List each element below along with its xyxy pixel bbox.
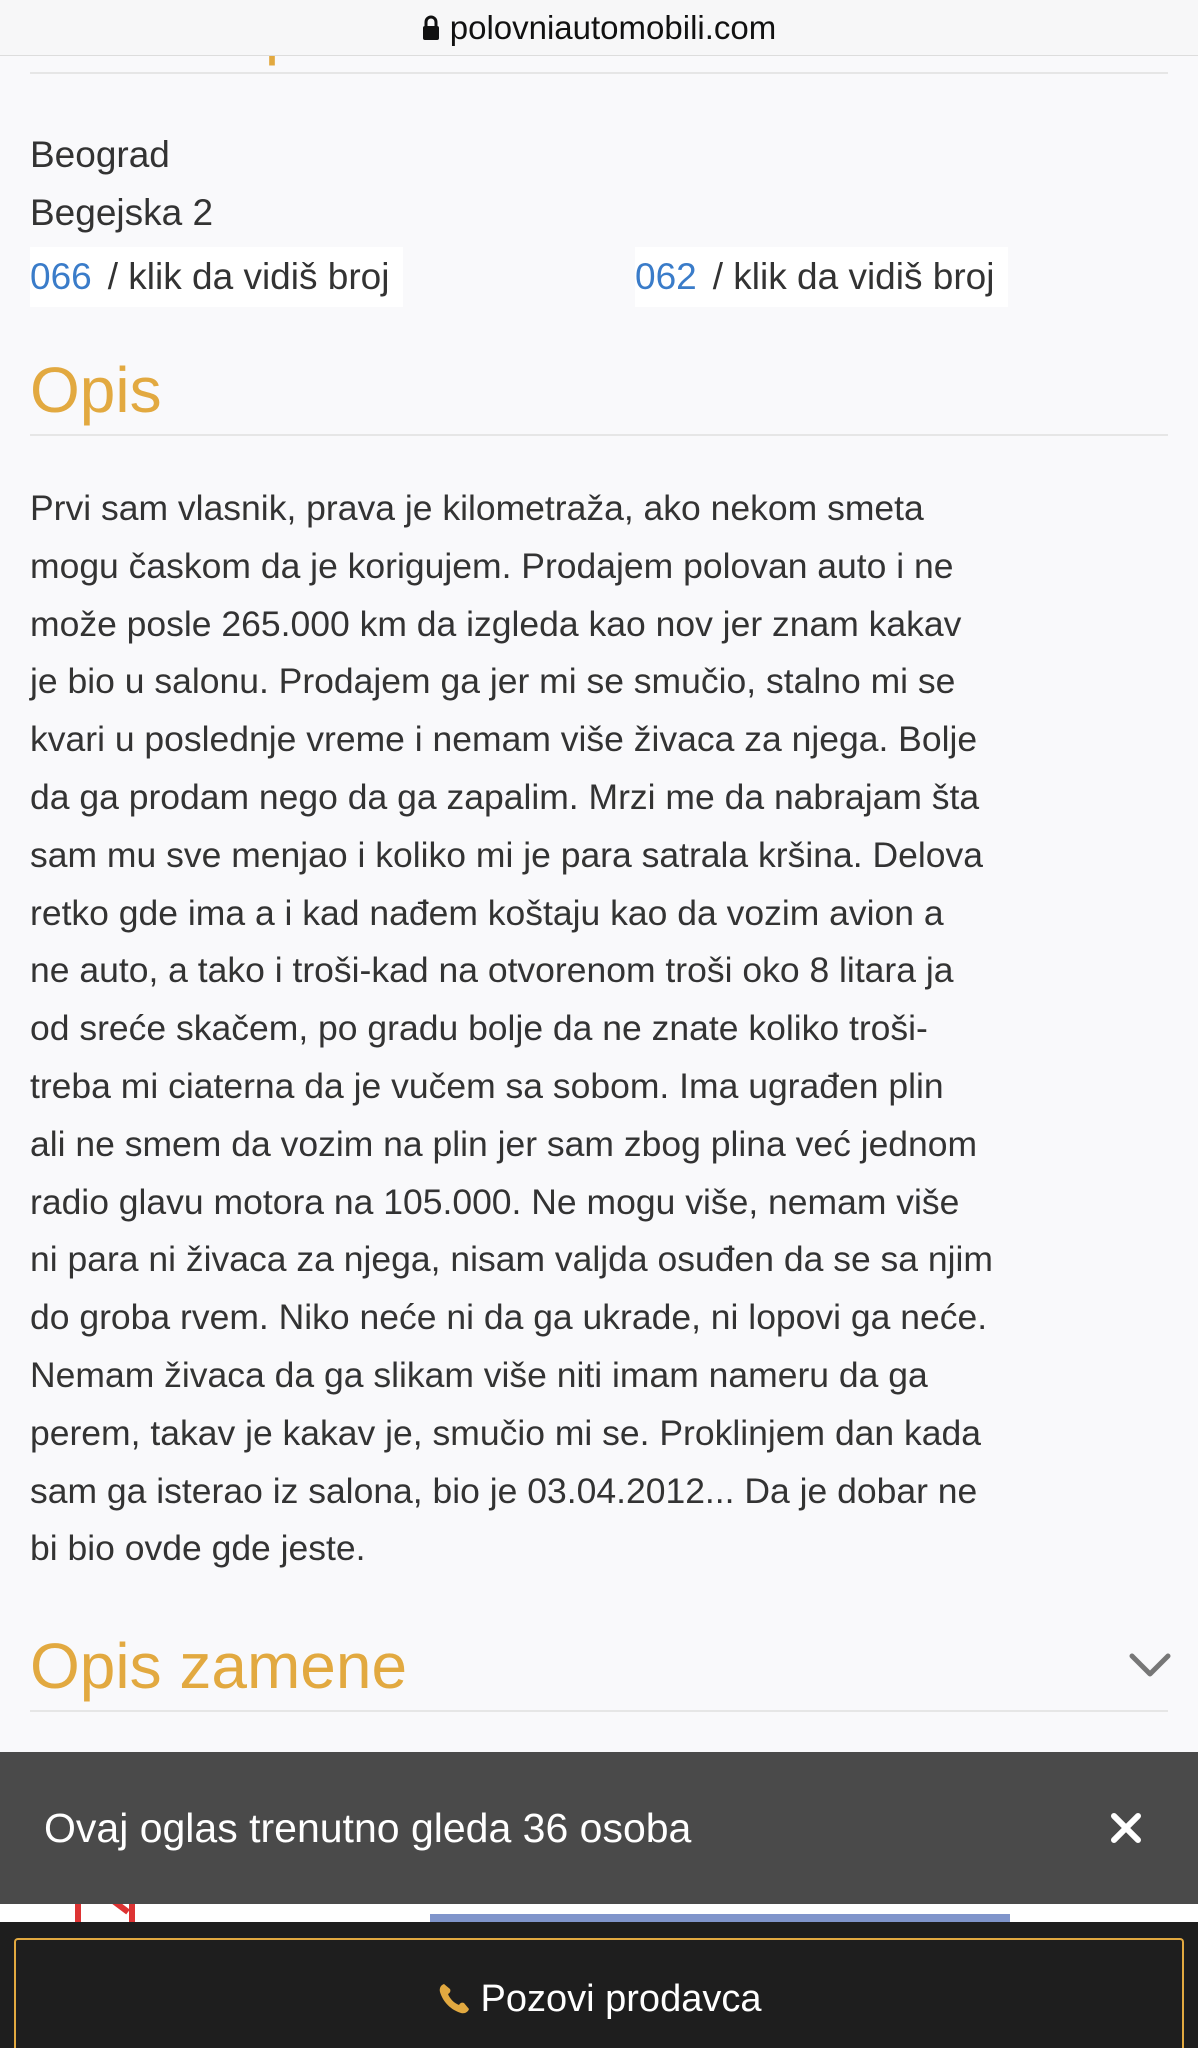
url-text: polovniautomobili.com (449, 8, 777, 46)
description-line: bi bio ovde gde jeste. (30, 1528, 366, 1569)
phone-reveal-2[interactable] (635, 247, 1008, 307)
seller-city: Beograd (30, 134, 170, 175)
description-line: Nemam živaca da ga slikam više niti imam nameru da ga (30, 1354, 928, 1395)
phone-icon (437, 1982, 471, 2016)
browser-url-bar[interactable] (0, 0, 1198, 56)
description-line: da ga prodam nego da ga zapalim. Mrzi me da nabrajam šta (30, 776, 980, 817)
exchange-section-title[interactable]: Opis zamene (30, 1620, 1168, 1712)
viewers-notification (0, 1752, 1198, 1904)
description-line: sam ga isterao iz salona, bio je 03.04.2012... Da je dobar ne (30, 1470, 978, 1511)
description-line: može posle 265.000 km da izgleda kao nov jer znam kakav (30, 603, 962, 644)
call-seller-label: Pozovi prodavca (480, 1977, 762, 2020)
call-bar (0, 1922, 1198, 2048)
phone-prefix: 066 (30, 256, 92, 297)
phone-reveal-label: / klik da vidiš broj (712, 256, 995, 297)
call-seller-button[interactable] (14, 1938, 1184, 2048)
viewers-notification-text: Ovaj oglas trenutno gleda 36 osoba (44, 1804, 692, 1851)
description-line: od sreće skačem, po gradu bolje da ne znate koliko troši- (30, 1008, 928, 1049)
phone-reveal-1[interactable] (30, 247, 403, 307)
phone-prefix: 062 (635, 256, 697, 297)
description-section-title: Opis (30, 344, 1168, 436)
description-line: ali ne smem da vozim na plin jer sam zbog plina već jednom (30, 1123, 978, 1164)
close-icon[interactable] (1106, 1808, 1146, 1848)
description-line: do groba rvem. Niko neće ni da ga ukrade, ni lopovi ga neće. (30, 1297, 988, 1338)
description-line: ne auto, a tako i troši-kad na otvorenom troši oko 8 litara ja (30, 950, 954, 991)
description-line: ni para ni živaca za njega, nisam valjda osuđen da se sa njim (30, 1239, 993, 1280)
description-line: treba mi ciaterna da je vučem sa sobom. Ima ugrađen plin (30, 1065, 944, 1106)
description-text (30, 480, 1050, 1578)
seller-address: Begejska 2 (30, 192, 214, 233)
description-line: kvari u poslednje vreme i nemam više živaca za njega. Bolje (30, 719, 978, 760)
description-line: je bio u salonu. Prodajem ga jer mi se smučio, stalno mi se (30, 661, 956, 702)
description-line: Prvi sam vlasnik, prava je kilometraža, ako nekom smeta (30, 488, 924, 528)
description-line: mogu časkom da je korigujem. Prodajem polovan auto i ne (30, 545, 954, 586)
description-line: retko gde ima a i kad nađem koštaju kao da vozim avion a (30, 892, 944, 933)
description-line: perem, takav je kakav je, smučio mi se. Proklinjem dan kada (30, 1412, 982, 1453)
chevron-down-icon[interactable] (1122, 1638, 1178, 1694)
lock-icon (422, 15, 440, 41)
description-line: sam mu sve menjao i koliko mi je para satrala kršina. Delova (30, 834, 983, 875)
description-line: radio glavu motora na 105.000. Ne mogu više, nemam više (30, 1181, 960, 1222)
phone-reveal-label: / klik da vidiš broj (107, 256, 390, 297)
